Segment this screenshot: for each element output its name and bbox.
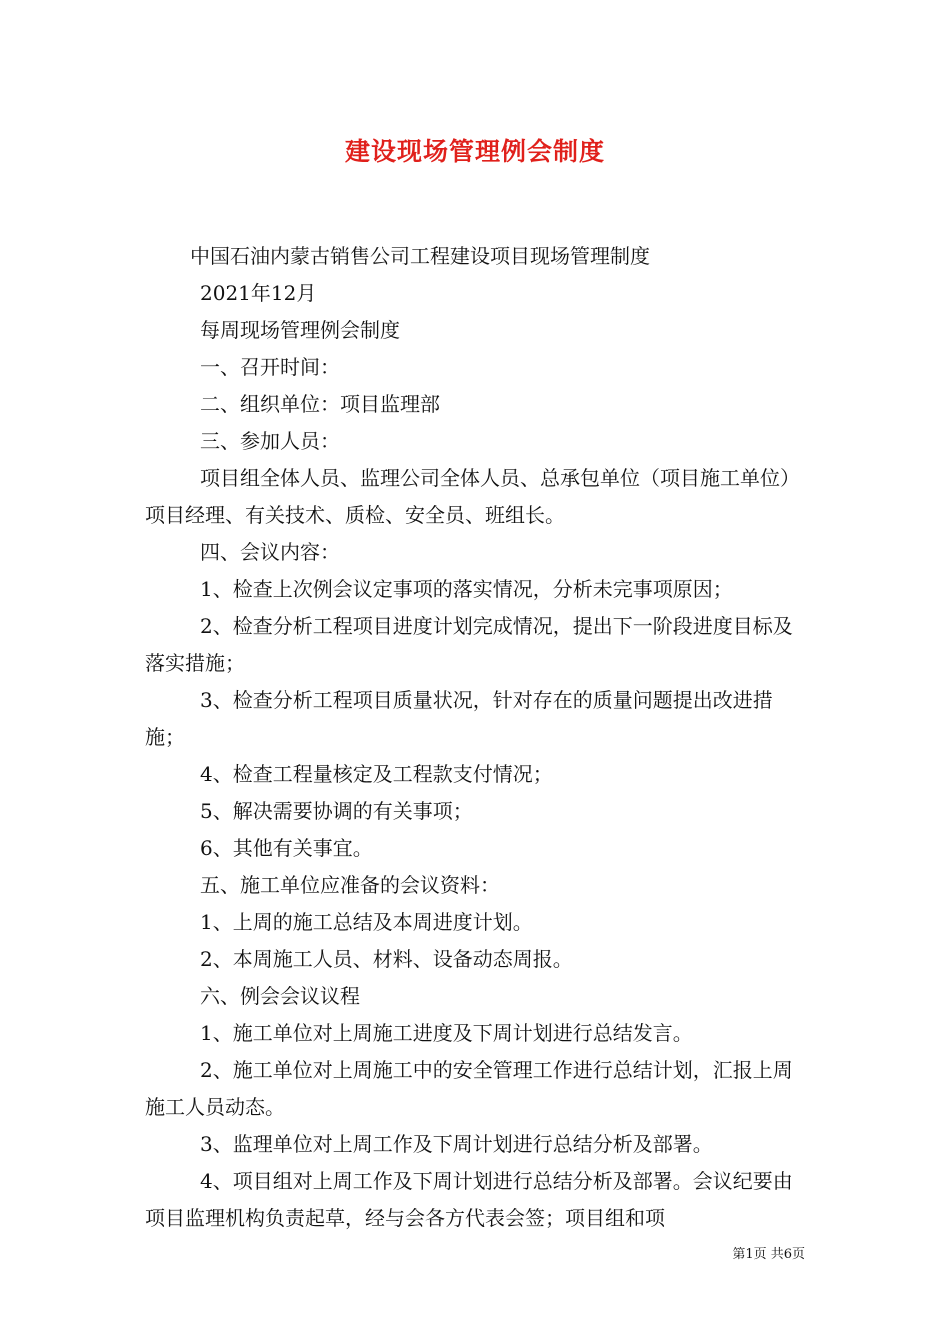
document-title: 建设现场管理例会制度 — [344, 137, 605, 166]
document-body — [145, 238, 810, 1237]
paragraph: 中国石油内蒙古销售公司工程建设项目现场管理制度 — [190, 244, 650, 268]
paragraph: 3、检查分析工程项目质量状况，针对存在的质量问题提出改进措施； — [145, 688, 773, 749]
paragraph: 2、施工单位对上周施工中的安全管理工作进行总结计划，汇报上周施工人员动态。 — [145, 1058, 793, 1119]
paragraph: 三、参加人员： — [200, 429, 340, 453]
paragraph: 2、本周施工人员、材料、设备动态周报。 — [200, 947, 573, 971]
paragraph: 四、会议内容： — [200, 540, 340, 564]
paragraph: 项目组全体人员、监理公司全体人员、总承包单位（项目施工单位）项目经理、有关技术、质检、安全员、班组长。 — [145, 466, 800, 527]
paragraph: 6、其他有关事宜。 — [200, 836, 373, 860]
paragraph: 每周现场管理例会制度 — [200, 318, 400, 342]
paragraph: 1、检查上次例会议定事项的落实情况，分析未完事项原因； — [200, 577, 733, 601]
paragraph: 4、检查工程量核定及工程款支付情况； — [200, 762, 553, 786]
paragraph: 一、召开时间： — [200, 355, 340, 379]
page-number-footer: 第1页 共6页 — [732, 1247, 805, 1262]
paragraph: 五、施工单位应准备的会议资料： — [200, 873, 500, 897]
paragraph: 5、解决需要协调的有关事项； — [200, 799, 473, 823]
paragraph: 1、施工单位对上周施工进度及下周计划进行总结发言。 — [200, 1021, 693, 1045]
paragraph: 六、例会会议议程 — [200, 984, 360, 1008]
paragraph: 二、组织单位：项目监理部 — [200, 392, 440, 416]
paragraph: 1、上周的施工总结及本周进度计划。 — [200, 910, 533, 934]
paragraph: 4、项目组对上周工作及下周计划进行总结分析及部署。会议纪要由项目监理机构负责起草，经与会各方代表会签；项目组和项 — [145, 1169, 793, 1230]
paragraph: 2021年12月 — [200, 281, 317, 305]
paragraph: 3、监理单位对上周工作及下周计划进行总结分析及部署。 — [200, 1132, 713, 1156]
paragraph: 2、检查分析工程项目进度计划完成情况，提出下一阶段进度目标及落实措施； — [145, 614, 793, 675]
